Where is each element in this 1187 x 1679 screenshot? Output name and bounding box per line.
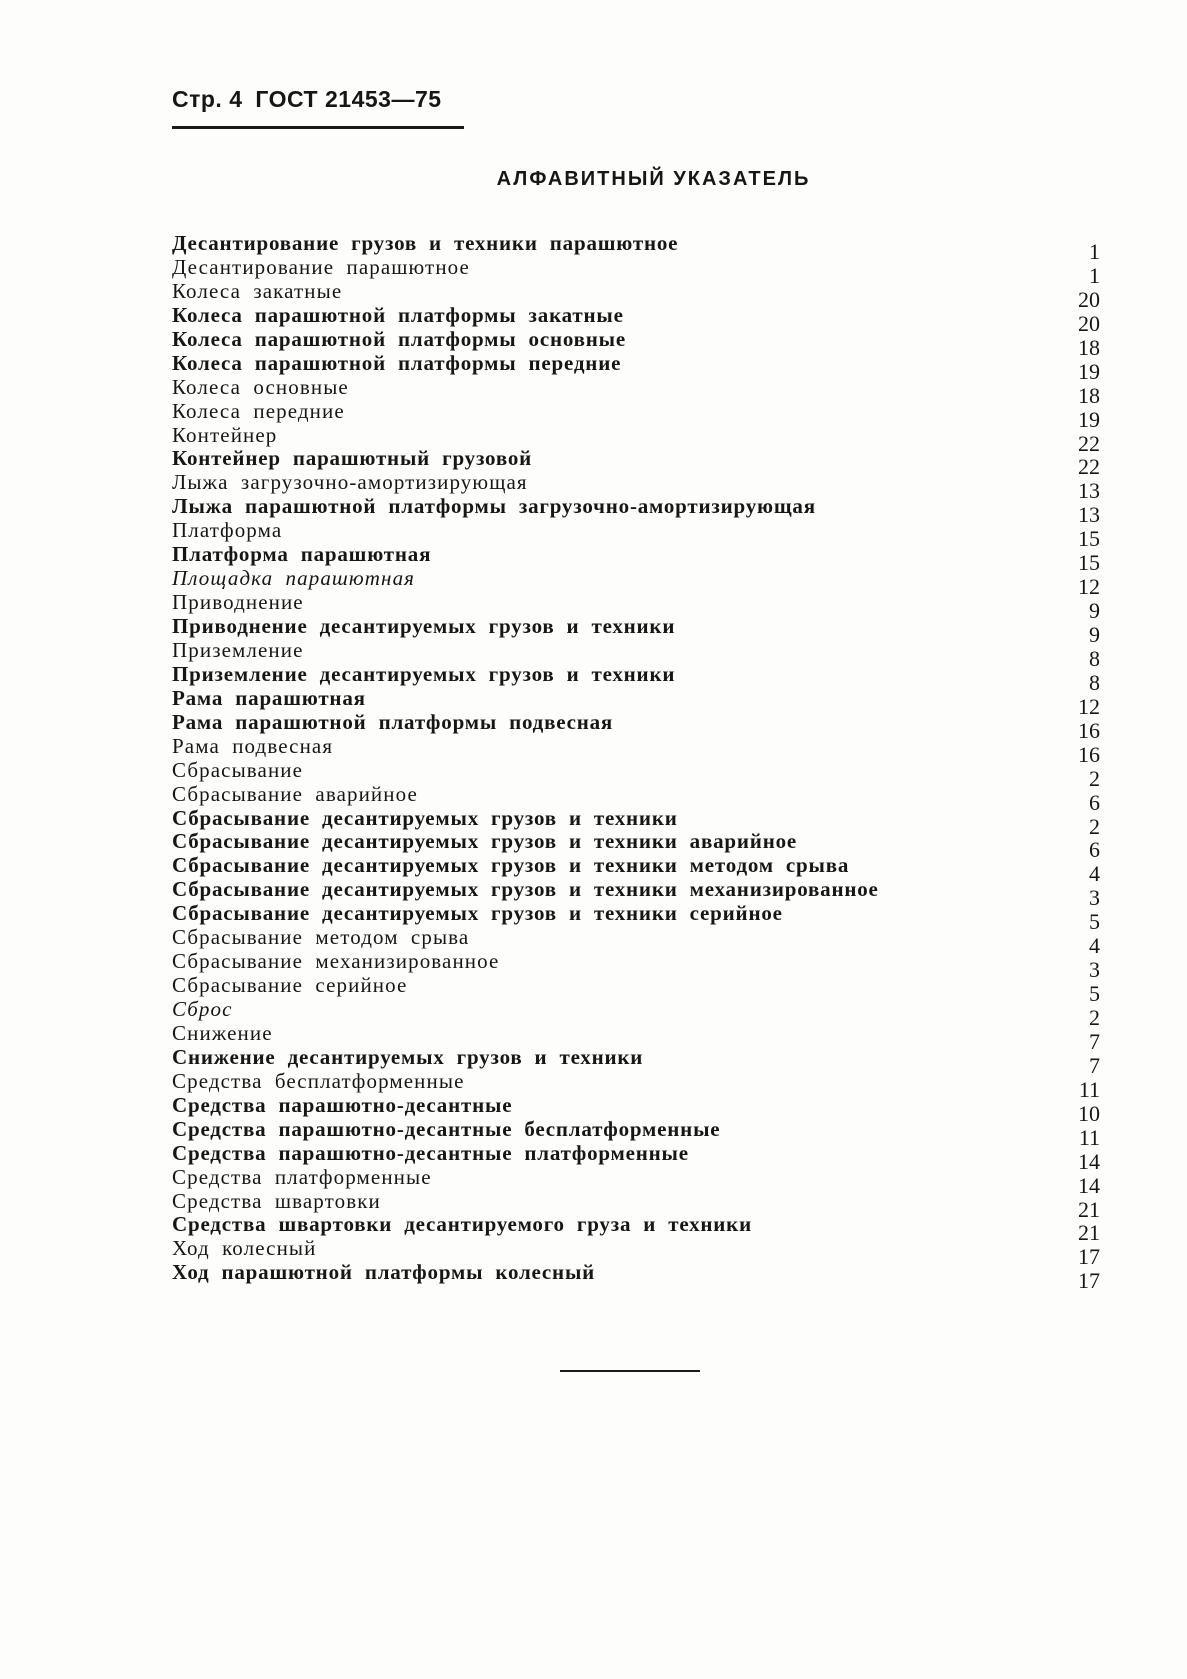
- index-entry: [160, 1092, 1100, 1126]
- index-term: Средства бесплатформенные: [172, 1068, 465, 1093]
- index-term: Контейнер: [172, 422, 278, 447]
- index-entry: [160, 614, 1100, 647]
- index-term: Сброс: [172, 997, 233, 1021]
- index-entry: [160, 685, 1100, 719]
- index-entry: [160, 542, 1100, 576]
- index-term-number: 14: [1078, 1172, 1100, 1198]
- index-entry: [160, 398, 1100, 432]
- index-term: Сбрасывание десантируемых грузов и техники аварийное: [172, 829, 798, 854]
- index-term-number: 12: [1078, 693, 1100, 719]
- index-entry: [160, 374, 1100, 408]
- index-entry: [160, 1116, 1100, 1150]
- index-term-number: 7: [1089, 1028, 1100, 1054]
- index-term-number: 21: [1078, 1220, 1100, 1246]
- index-term: Сбрасывание десантируемых грузов и техники: [172, 805, 678, 830]
- index-entry: [160, 1188, 1100, 1222]
- index-term: Снижение десантируемых грузов и техники: [172, 1044, 644, 1069]
- index-term: Средства парашютно-десантные: [172, 1092, 513, 1117]
- index-entry: [160, 661, 1100, 695]
- index-term-number: 2: [1089, 813, 1100, 839]
- index-term: Приземление десантируемых грузов и техники: [172, 661, 676, 686]
- index-entry: [160, 1164, 1100, 1198]
- index-entry: [160, 422, 1100, 456]
- index-entry: [160, 973, 1100, 1007]
- index-entry: [160, 446, 1100, 480]
- index-term: Средства швартовки: [172, 1188, 381, 1213]
- index-entry: [160, 1044, 1100, 1078]
- index-entry: [160, 518, 1100, 552]
- index-entry: [160, 494, 1100, 528]
- index-term: Сбрасывание аварийное: [172, 781, 418, 806]
- index-term-number: 13: [1078, 478, 1100, 504]
- index-term-number: 18: [1078, 334, 1100, 360]
- index-term-number: 1: [1089, 239, 1100, 264]
- index-term-number: 4: [1089, 861, 1100, 887]
- index-term: Сбрасывание десантируемых грузов и техники серийное: [172, 901, 783, 926]
- index-term-number: 2: [1089, 765, 1100, 791]
- index-entry: [160, 709, 1100, 743]
- alphabetical-index: [160, 231, 1100, 1294]
- index-term-number: 16: [1078, 717, 1100, 743]
- index-term-number: 19: [1078, 406, 1100, 432]
- index-entry: [160, 829, 1100, 863]
- index-term-number: 9: [1089, 622, 1100, 647]
- index-term-number: 21: [1078, 1196, 1100, 1222]
- index-term-number: 5: [1089, 981, 1100, 1007]
- index-entry: [160, 853, 1100, 887]
- index-term-number: 2: [1089, 1005, 1100, 1030]
- index-term-number: 11: [1078, 1124, 1100, 1150]
- index-entry: [160, 254, 1100, 288]
- index-term: Колеса парашютной платформы закатные: [172, 302, 624, 327]
- index-term: Контейнер парашютный грузовой: [172, 446, 533, 471]
- index-term: Десантирование грузов и техники парашютное: [172, 231, 679, 255]
- index-term: Десантирование парашютное: [172, 254, 470, 279]
- index-entry: [160, 1020, 1100, 1054]
- index-term-number: 17: [1078, 1244, 1100, 1270]
- index-term-number: 14: [1078, 1148, 1100, 1174]
- index-term: Сбрасывание механизированное: [172, 949, 500, 974]
- index-entry: [160, 877, 1100, 911]
- index-term-number: 22: [1078, 430, 1100, 456]
- index-term: Средства швартовки десантируемого груза и техники: [172, 1212, 752, 1237]
- index-term: Ход парашютной платформы колесный: [172, 1260, 596, 1285]
- index-term-number: 4: [1089, 933, 1100, 959]
- index-term-number: 1: [1089, 262, 1100, 288]
- standard-designation: ГОСТ 21453—75: [255, 86, 442, 112]
- header-rule: [172, 126, 464, 129]
- index-term: Площадка парашютная: [172, 566, 416, 591]
- end-rule: [560, 1370, 700, 1372]
- index-entry: [160, 1260, 1100, 1294]
- index-entry: [160, 1068, 1100, 1102]
- index-term: Средства парашютно-десантные бесплатформенные: [172, 1116, 721, 1141]
- index-term: Колеса закатные: [172, 278, 343, 303]
- index-term: Лыжа загрузочно-амортизирующая: [172, 470, 528, 495]
- index-entry: [160, 805, 1100, 839]
- index-term: Ход колесный: [172, 1236, 317, 1261]
- index-entry: [160, 901, 1100, 935]
- index-term-number: 3: [1089, 885, 1100, 911]
- index-term: Колеса парашютной платформы основные: [172, 326, 626, 351]
- index-entry: [160, 326, 1100, 360]
- index-title: АЛФАВИТНЫЙ УКАЗАТЕЛЬ: [496, 168, 811, 190]
- index-term: Колеса парашютной платформы передние: [172, 350, 622, 375]
- index-entry: [160, 781, 1100, 815]
- index-term-number: 8: [1089, 669, 1100, 695]
- index-term-number: 20: [1078, 310, 1100, 336]
- index-term-number: 15: [1078, 550, 1100, 576]
- index-entry: [160, 1236, 1100, 1270]
- index-term-number: 10: [1078, 1100, 1100, 1126]
- index-term: Сбрасывание десантируемых грузов и техники методом срыва: [172, 853, 850, 878]
- index-term: Средства платформенные: [172, 1164, 432, 1189]
- index-term: Сбрасывание десантируемых грузов и техники механизированное: [172, 877, 879, 902]
- index-term: Сбрасывание методом срыва: [172, 925, 470, 950]
- page-header: [172, 86, 442, 113]
- index-term-number: 13: [1078, 502, 1100, 528]
- index-entry: [160, 997, 1100, 1030]
- index-term-number: 20: [1078, 286, 1100, 312]
- index-entry: [160, 1212, 1100, 1246]
- index-term: Приземление: [172, 637, 304, 662]
- index-entry: [160, 757, 1100, 791]
- index-term: Снижение: [172, 1020, 273, 1045]
- index-term-number: 6: [1089, 789, 1100, 815]
- index-term: Рама парашютная: [172, 685, 366, 710]
- index-term: Приводнение десантируемых грузов и техники: [172, 614, 676, 638]
- index-term: Платформа парашютная: [172, 542, 432, 567]
- index-entry: [160, 566, 1100, 600]
- index-term-number: 9: [1089, 598, 1100, 624]
- index-term: Приводнение: [172, 590, 304, 615]
- index-entry: [160, 1140, 1100, 1174]
- index-entry: [160, 278, 1100, 312]
- index-term-number: 15: [1078, 526, 1100, 552]
- index-entry: [160, 949, 1100, 983]
- index-entry: [160, 733, 1100, 767]
- index-term-number: 17: [1078, 1268, 1100, 1294]
- index-term-number: 18: [1078, 382, 1100, 408]
- index-term: Средства парашютно-десантные платформенные: [172, 1140, 689, 1165]
- index-entry: [160, 350, 1100, 384]
- index-term-number: 7: [1089, 1052, 1100, 1078]
- index-term: Рама подвесная: [172, 733, 334, 758]
- index-term: Рама парашютной платформы подвесная: [172, 709, 614, 734]
- index-entry: [160, 637, 1100, 671]
- index-term-number: 19: [1078, 358, 1100, 384]
- index-entry: [160, 231, 1100, 264]
- index-term: Платформа: [172, 518, 283, 543]
- index-entry: [160, 590, 1100, 624]
- index-term: Колеса основные: [172, 374, 349, 399]
- index-term-number: 6: [1089, 837, 1100, 863]
- index-term-number: 16: [1078, 741, 1100, 767]
- page-number: Стр. 4: [172, 86, 243, 112]
- index-term-number: 8: [1089, 645, 1100, 671]
- index-entry: [160, 302, 1100, 336]
- index-term: Колеса передние: [172, 398, 345, 423]
- index-term: Сбрасывание: [172, 757, 304, 782]
- index-term-number: 11: [1078, 1076, 1100, 1102]
- index-term-number: 5: [1089, 909, 1100, 935]
- index-term-number: 3: [1089, 957, 1100, 983]
- index-term: Сбрасывание серийное: [172, 973, 408, 998]
- index-term: Лыжа парашютной платформы загрузочно-амортизирующая: [172, 494, 816, 519]
- index-term-number: 22: [1078, 454, 1100, 480]
- index-term-number: 12: [1078, 574, 1100, 600]
- index-entry: [160, 470, 1100, 504]
- index-entry: [160, 925, 1100, 959]
